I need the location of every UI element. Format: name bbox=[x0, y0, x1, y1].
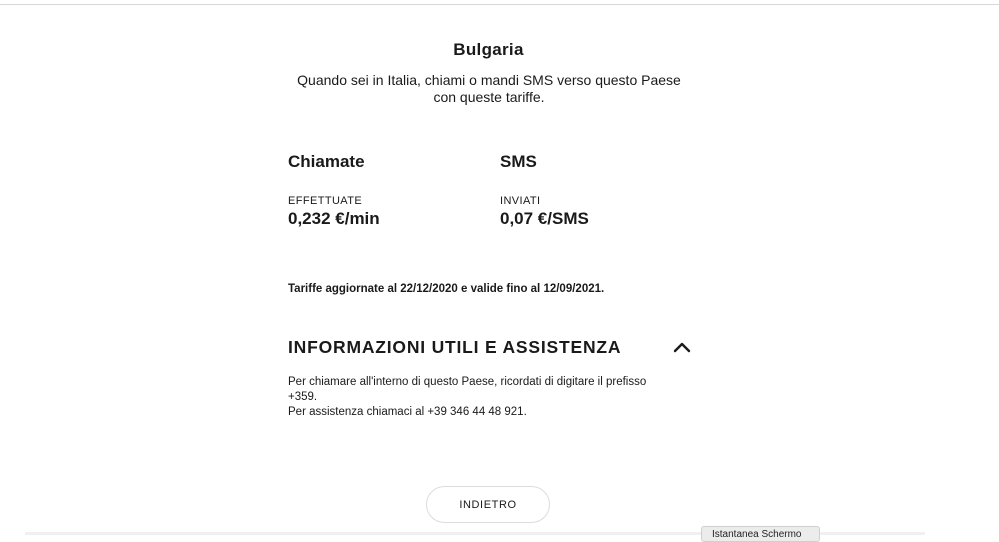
rates-validity-note: Tariffe aggiornate al 22/12/2020 e valide fino al 12/09/2021. bbox=[288, 283, 605, 295]
screenshot-tooltip: Istantanea Schermo bbox=[701, 526, 820, 542]
sms-rate: 0,07 €/SMS bbox=[500, 209, 589, 228]
chevron-up-icon[interactable] bbox=[672, 340, 692, 354]
back-button[interactable]: INDIETRO bbox=[426, 486, 550, 523]
info-section-body bbox=[288, 375, 678, 420]
calls-rate: 0,232 €/min bbox=[288, 209, 380, 228]
sms-label: INVIATI bbox=[500, 195, 541, 207]
info-section-title[interactable]: INFORMAZIONI UTILI E ASSISTENZA bbox=[288, 337, 622, 357]
country-subtitle: Quando sei in Italia, chiami o mandi SMS verso questo Paese con queste tariffe. bbox=[297, 72, 681, 105]
country-title: Bulgaria bbox=[453, 40, 524, 59]
calls-label: EFFETTUATE bbox=[288, 195, 363, 207]
info-support-text: Per assistenza chiamaci al +39 346 44 48 921. bbox=[288, 406, 527, 418]
sms-heading: SMS bbox=[500, 152, 537, 171]
calls-heading: Chiamate bbox=[288, 152, 365, 171]
top-divider bbox=[0, 4, 999, 5]
info-prefix-text: Per chiamare all'interno di questo Paese, ricordati di digitare il prefisso +359. bbox=[288, 376, 647, 403]
